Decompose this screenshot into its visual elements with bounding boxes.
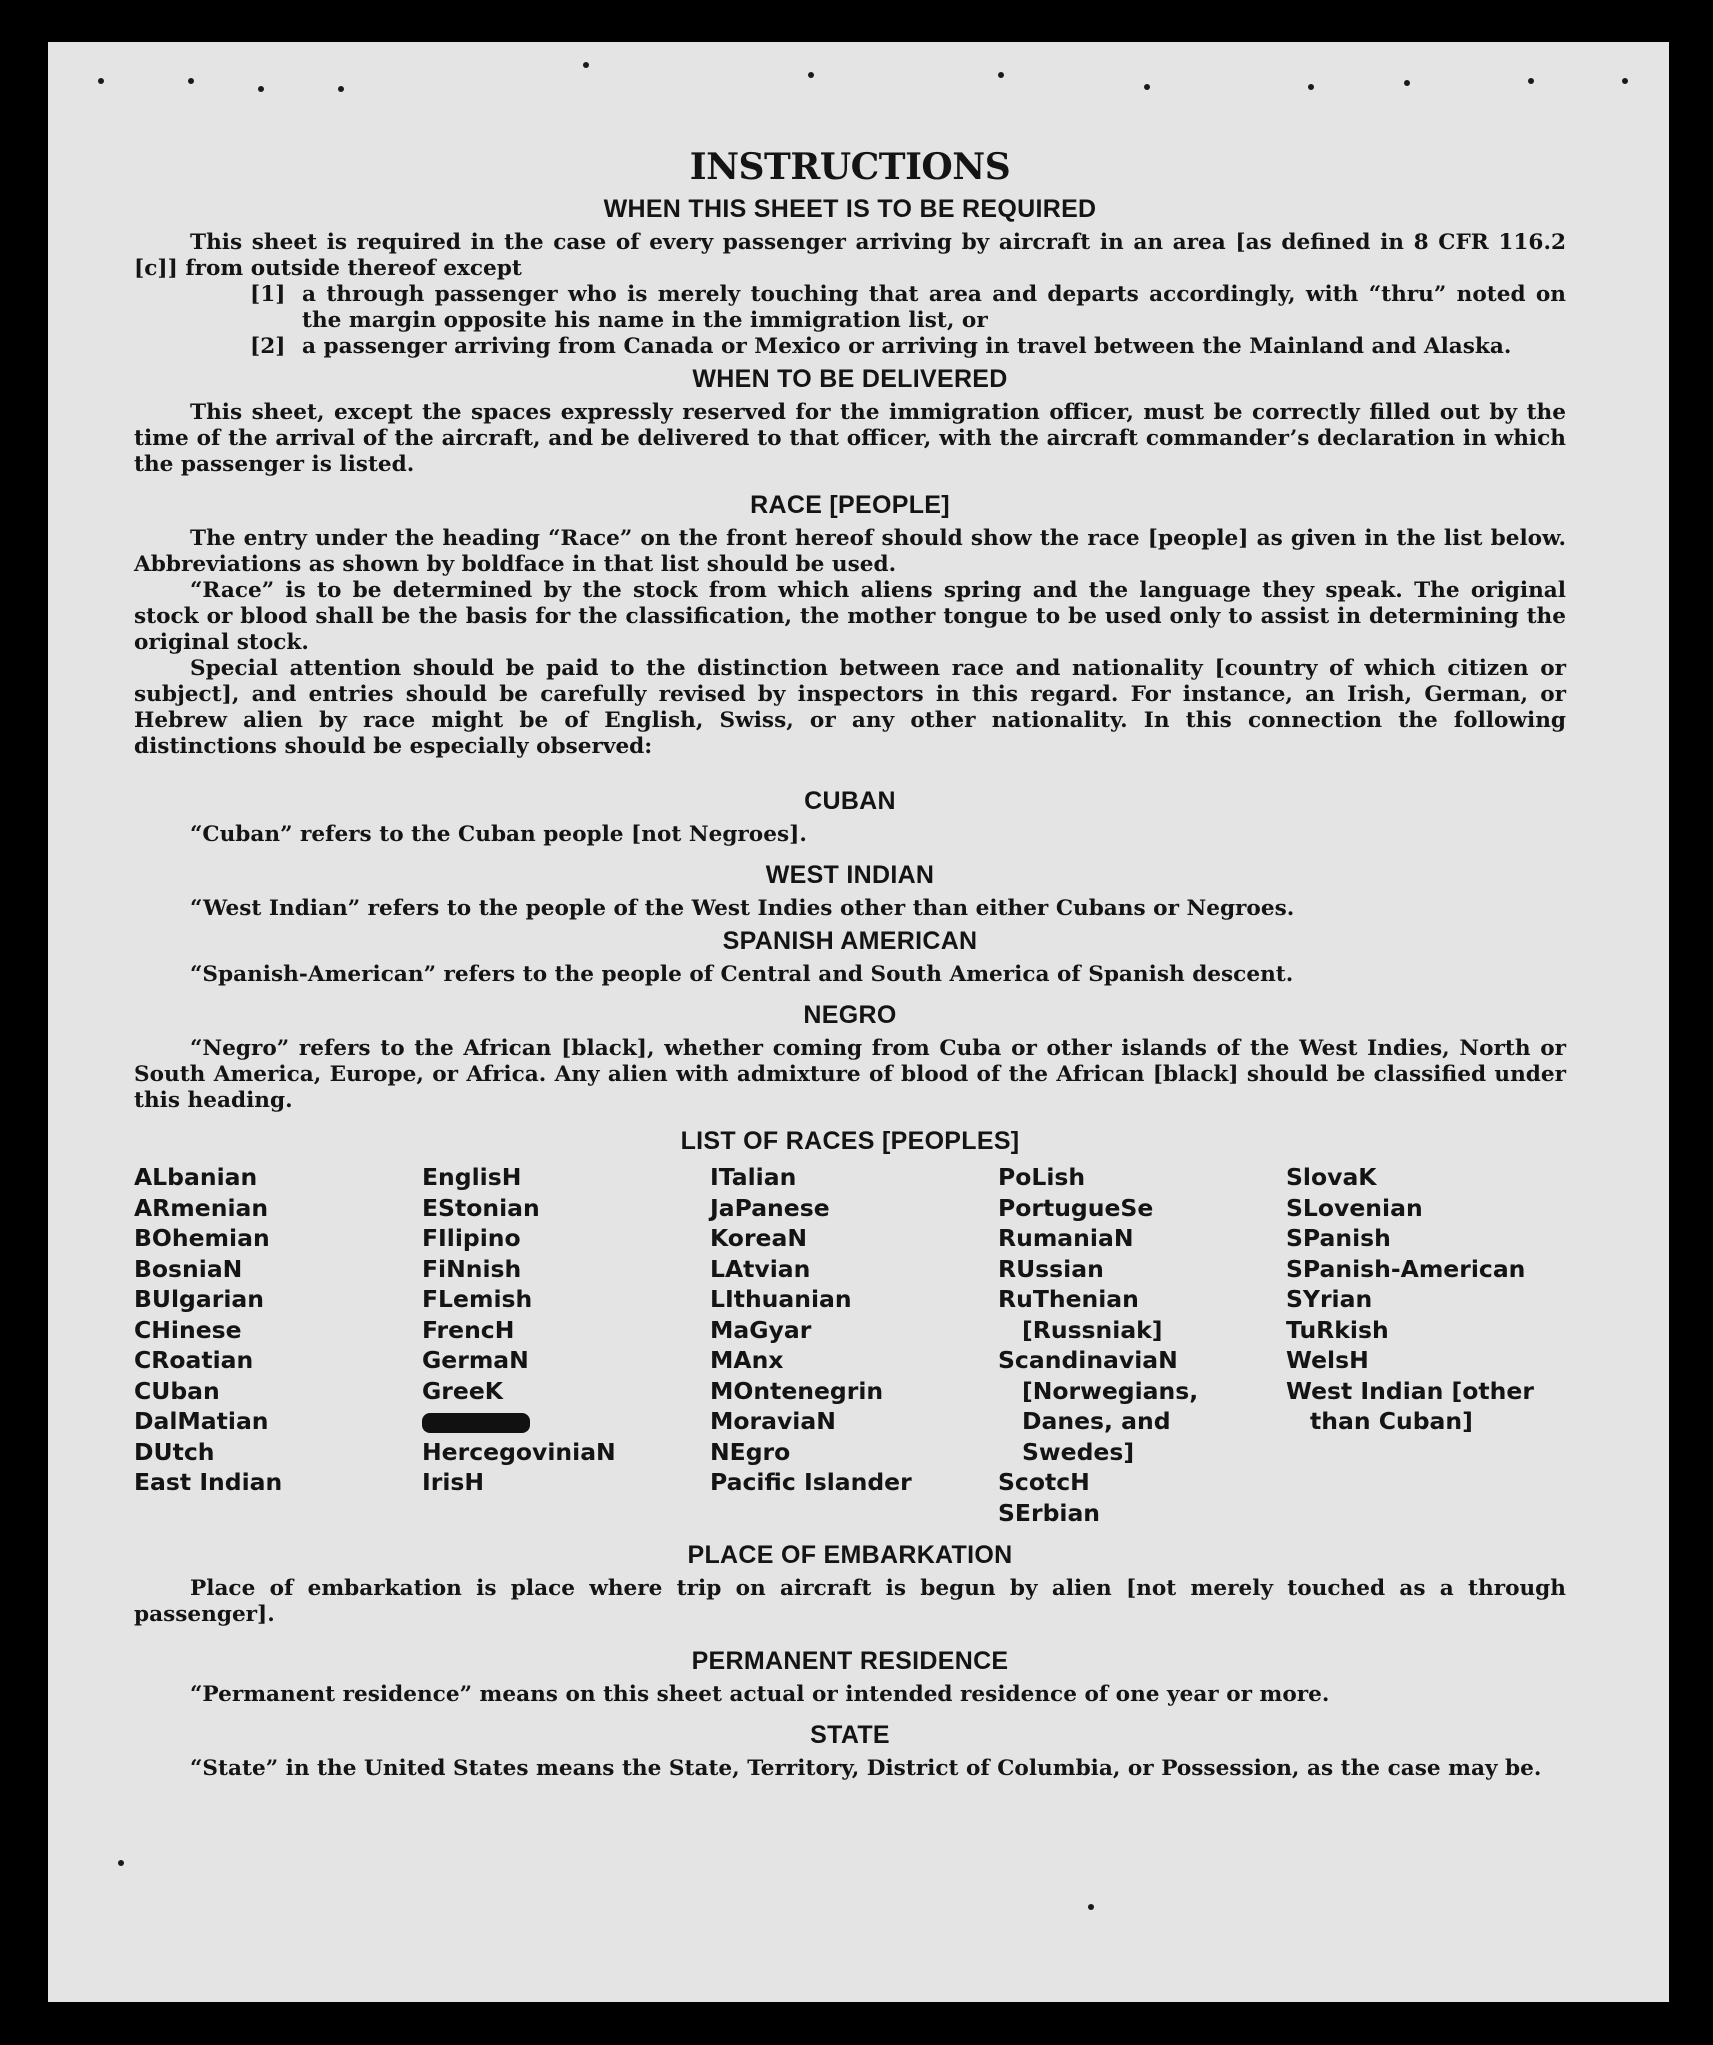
exception-item <box>134 282 1566 334</box>
exception-item <box>134 334 1566 360</box>
exception-text: a through passenger who is merely touching that area and departs accordingly, with “thru” noted on the margin opposite his name in the immigration list, or <box>302 282 1566 333</box>
race-entry: MAnx <box>710 1346 784 1374</box>
race-paragraph-1: The entry under the heading “Race” on the front hereof should show the race [people] as given in the list below. Abbreviations as shown by boldface in that list should be used. <box>134 526 1566 577</box>
race-entry: ALbanian <box>134 1163 258 1191</box>
heading-race: RACE [PEOPLE] <box>750 491 950 519</box>
race-entry: MoraviaN <box>710 1407 836 1435</box>
heading-when-delivered: WHEN TO BE DELIVERED <box>692 365 1008 393</box>
race-entry: CHinese <box>134 1315 242 1344</box>
when-delivered-text: This sheet, except the spaces expressly reserved for the immigration officer, must be correctly filled out by the time of the arrival of the aircraft, and be delivered to that officer, with the aircraft commander’s declaration in which the passenger is listed. <box>134 400 1566 477</box>
heading-west-indian: WEST INDIAN <box>765 861 935 889</box>
race-entry: ARmenian <box>134 1193 269 1222</box>
race-entry: HercegoviniaN <box>422 1437 616 1466</box>
negro-text: “Negro” refers to the African [black], whether coming from Cuba or other islands of the West Indies, North or South America, Europe, or Africa. Any alien with admixture of blood of the African [black] should be classified under this heading. <box>134 1036 1566 1113</box>
paper-speck <box>998 72 1004 78</box>
race-entry: ScotcH <box>998 1468 1090 1496</box>
race-entry: SPanish-American <box>1286 1254 1526 1283</box>
paper-speck <box>1088 1904 1094 1910</box>
race-entry: LIthuanian <box>710 1285 852 1313</box>
race-entry: PoLish <box>998 1163 1086 1191</box>
race-entry: RumaniaN <box>998 1224 1134 1252</box>
race-entry: DUtch <box>134 1437 215 1466</box>
exception-text: a passenger arriving from Canada or Mexico or arriving in travel between the Mainland and Alaska. <box>302 334 1512 359</box>
heading-spanish-american: SPANISH AMERICAN <box>722 927 978 955</box>
race-entry: PortugueSe <box>998 1193 1154 1222</box>
west-indian-text: “West Indian” refers to the people of the West Indies other than either Cubans or Negroes. <box>190 896 1295 921</box>
race-entry: ITalian <box>710 1163 797 1191</box>
paper-speck <box>258 86 264 92</box>
paper-speck <box>583 62 589 68</box>
race-entry: SPanish <box>1286 1224 1391 1252</box>
heading-negro: NEGRO <box>803 1001 897 1029</box>
heading-state: STATE <box>810 1721 890 1749</box>
exception-number: [1] <box>250 282 286 307</box>
when-required-intro: This sheet is required in the case of every passenger arriving by aircraft in an area [as defined in 8 CFR 116.2 [c]] from outside thereof except <box>134 230 1566 281</box>
paper-speck <box>98 78 104 84</box>
race-entry: JaPanese <box>710 1193 830 1222</box>
paper-speck <box>1622 78 1628 84</box>
race-entry: East Indian <box>134 1468 283 1496</box>
embarkation-text: Place of embarkation is place where trip on aircraft is begun by alien [not merely touched as a through passenger]. <box>134 1576 1566 1627</box>
race-entry: DalMatian <box>134 1407 269 1435</box>
race-entry: IrisH <box>422 1468 485 1496</box>
race-entry: BOhemian <box>134 1224 270 1252</box>
race-paragraph-2: “Race” is to be determined by the stock from which aliens spring and the language they speak. The original stock or blood shall be the basis for the classification, the mother tongue to be used only to assist in determining the original stock. <box>134 578 1566 655</box>
races-column <box>998 1162 1286 1528</box>
paper-speck <box>188 78 194 84</box>
race-entry: FiNnish <box>422 1254 522 1283</box>
race-entry: KoreaN <box>710 1224 807 1252</box>
ink-blot <box>422 1413 530 1433</box>
heading-cuban: CUBAN <box>804 787 896 815</box>
document-page <box>48 42 1669 2002</box>
race-entry: CUban <box>134 1376 220 1405</box>
paper-speck <box>1308 84 1314 90</box>
race-entry: FrencH <box>422 1315 515 1344</box>
races-table <box>134 1162 1566 1528</box>
race-entry: West Indian [other than Cuban] <box>1286 1376 1534 1435</box>
race-entry: RuThenian [Russniak] <box>998 1285 1163 1344</box>
heading-list-of-races: LIST OF RACES [PEOPLES] <box>680 1127 1020 1155</box>
paper-speck <box>1404 80 1410 86</box>
state-text: “State” in the United States means the State, Territory, District of Columbia, or Possession, as the case may be. <box>190 1756 1542 1781</box>
race-entry: CRoatian <box>134 1346 254 1374</box>
race-entry: EStonian <box>422 1193 540 1222</box>
heading-permanent-residence: PERMANENT RESIDENCE <box>691 1647 1009 1675</box>
paper-speck <box>118 1860 124 1866</box>
race-entry: GermaN <box>422 1346 529 1374</box>
race-entry: Pacific Islander <box>710 1468 912 1496</box>
race-entry: RUssian <box>998 1254 1104 1283</box>
residence-text: “Permanent residence” means on this sheet actual or intended residence of one year or more. <box>190 1682 1330 1707</box>
race-entry: MOntenegrin <box>710 1376 884 1405</box>
race-entry: BosniaN <box>134 1254 243 1283</box>
paper-speck <box>1528 78 1534 84</box>
spanish-american-text: “Spanish-American” refers to the people of Central and South America of Spanish descent. <box>190 962 1294 987</box>
races-column <box>1286 1162 1574 1528</box>
page-title: INSTRUCTIONS <box>689 146 1011 188</box>
races-column <box>710 1162 998 1528</box>
race-entry: NEgro <box>710 1437 791 1466</box>
race-entry: TuRkish <box>1286 1315 1389 1344</box>
instructions-content <box>134 146 1566 1782</box>
race-entry: SlovaK <box>1286 1163 1377 1191</box>
race-entry: MaGyar <box>710 1315 812 1344</box>
heading-embarkation: PLACE OF EMBARKATION <box>687 1541 1013 1569</box>
race-entry: SYrian <box>1286 1285 1373 1313</box>
races-column <box>134 1162 422 1528</box>
race-entry: FLemish <box>422 1285 533 1313</box>
cuban-text: “Cuban” refers to the Cuban people [not Negroes]. <box>190 822 807 847</box>
heading-when-required: WHEN THIS SHEET IS TO BE REQUIRED <box>603 195 1097 223</box>
race-entry: LAtvian <box>710 1254 811 1283</box>
race-entry: SLovenian <box>1286 1193 1423 1222</box>
race-entry: WelsH <box>1286 1346 1369 1374</box>
paper-speck <box>338 86 344 92</box>
race-entry: SErbian <box>998 1498 1101 1527</box>
race-entry: ScandinaviaN [Norwegians, Danes, and Swedes] <box>998 1346 1199 1466</box>
race-entry: EnglisH <box>422 1163 522 1191</box>
redacted-race-entry <box>422 1406 710 1437</box>
race-paragraph-3: Special attention should be paid to the distinction between race and nationality [country of which citizen or subject], and entries should be carefully revised by inspectors in this regard. For instance, an Irish, German, or Hebrew alien by race might be of English, Swiss, or any other nationality. In this connection the following distinctions should be especially observed: <box>134 656 1566 759</box>
race-entry: BUlgarian <box>134 1285 264 1313</box>
race-entry: GreeK <box>422 1376 503 1405</box>
paper-speck <box>808 72 814 78</box>
exception-number: [2] <box>250 334 286 359</box>
race-entry: FIlipino <box>422 1224 521 1252</box>
paper-speck <box>1144 84 1150 90</box>
races-column <box>422 1162 710 1528</box>
